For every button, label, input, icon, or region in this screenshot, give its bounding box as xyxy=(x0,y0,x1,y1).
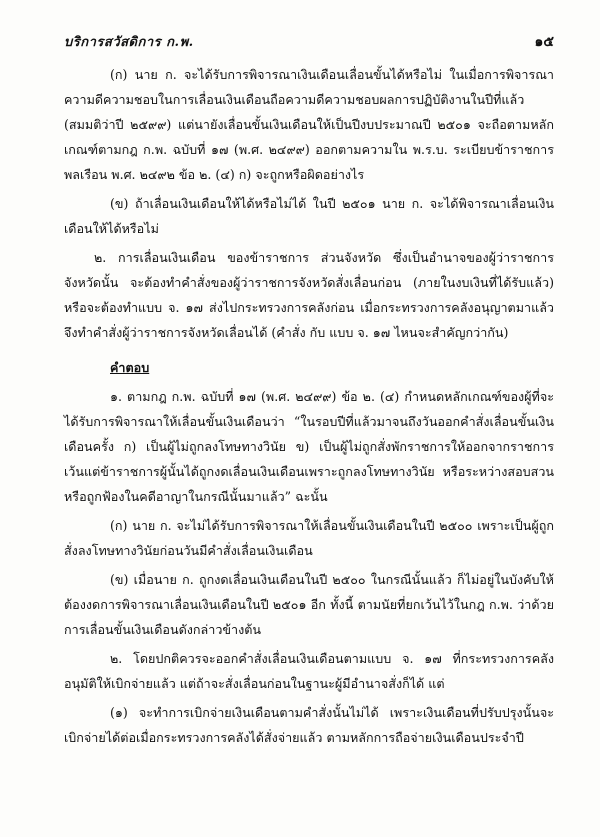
answer-paragraph-1: ๑. ตามกฎ ก.พ. ฉบับที่ ๑๗ (พ.ศ. ๒๔๙๙) ข้อ ๒. (๔) กำหนดหลักเกณฑ์ของผู้ที่จะได้รับการพิจารณาให้เลื่อนขั้นเงินเดือนว่า “ในรอบปีที่แล้วมาจนถึงวันออกคำสั่งเลื่อนขั้นเงินเดือนครั้ง ก) เป็นผู้ไม่ถูกลงโทษทางวินัย ข) เป็นผู้ไม่ถูกสั่งพักราชการให้ออกจากราชการ เว้นแต่ข้าราชการผู้นั้นได้ถูกงดเลื่อนเงินเดือนเพราะถูกลงโทษทางวินัย หรือระหว่างสอบสวน หรือถูกฟ้องในคดีอาญาในกรณีนั้นมาแล้ว” ฉะนั้น xyxy=(64,389,554,504)
answer-heading: คำตอบ xyxy=(110,360,150,375)
answer-paragraph-1a: (ก) นาย ก. จะไม่ได้รับการพิจารณาให้เลื่อนขั้นเงินเดือนในปี ๒๕๐๐ เพราะเป็นผู้ถูกสั่งลงโทษทางวินัยก่อนวันมีคำสั่งเลื่อนเงินเดือน xyxy=(64,518,554,558)
question-paragraph-a: (ก) นาย ก. จะได้รับการพิจารณาเงินเดือนเลื่อนขั้นได้หรือไม่ ในเมื่อการพิจารณาความดีความชอบในการเลื่อนเงินเดือนถือความดีความชอบผลการปฏิบัติงานในปีที่แล้ว (สมมติว่าปี ๒๕๙๙) แต่นายังเลื่อนขั้นเงินเดือนให้เป็นปีงบประมาณปี ๒๕๐๑ จะถือตามหลักเกณฑ์ตามกฎ ก.พ. ฉบับที่ ๑๗ (พ.ศ. ๒๔๙๙) ออกตามความใน พ.ร.บ. ระเบียบข้าราชการพลเรือน พ.ศ. ๒๔๙๒ ข้อ ๒. (๔) ก) จะถูกหรือผิดอย่างไร xyxy=(64,67,554,182)
question-paragraph-2: ๒. การเลื่อนเงินเดือน ของข้าราชการ ส่วนจังหวัด ซึ่งเป็นอำนาจของผู้ว่าราชการจังหวัดนั้น จะต้องทำคำสั่งของผู้ว่าราชการจังหวัดสั่งเลื่อนก่อน (ภายในงบเงินที่ได้รับแล้ว) หรือจะต้องทำแบบ จ. ๑๗ ส่งไปกระทรวงการคลังก่อน เมื่อกระทรวงการคลังอนุญาตมาแล้วจึงทำคำสั่งผู้ว่าราชการจังหวัดเลื่อนได้ (คำสั่ง กับ แบบ จ. ๑๗ ไหนจะสำคัญกว่ากัน) xyxy=(64,250,554,340)
answer-paragraph-2-1: (๑) จะทำการเบิกจ่ายเงินเดือนตามคำสั่งนั้นไม่ได้ เพราะเงินเดือนที่ปรับปรุงนั้นจะเบิกจ่ายได้ต่อเมื่อกระทรวงการคลังได้สั่งจ่ายแล้ว ตามหลักการถือจ่ายเงินเดือนประจำปี xyxy=(64,705,554,745)
page-header xyxy=(64,30,554,54)
running-title: บริการสวัสดิการ ก.พ. xyxy=(64,35,194,50)
question-paragraph-b: (ข) ถ้าเลื่อนเงินเดือนให้ได้หรือไม่ได้ ในปี ๒๕๐๑ นาย ก. จะได้พิจารณาเลื่อนเงินเดือนให้ได้หรือไม่ xyxy=(64,196,554,236)
document-body xyxy=(64,62,554,754)
answer-paragraph-2: ๒. โดยปกติควรจะออกคำสั่งเลื่อนเงินเดือนตามแบบ จ. ๑๗ ที่กระทรวงการคลังอนุมัติให้เบิกจ่ายแล้ว แต่ถ้าจะสั่งเลื่อนก่อนในฐานะผู้มีอำนาจสั่งก็ได้ แต่ xyxy=(64,651,554,691)
answer-paragraph-1b: (ข) เมื่อนาย ก. ถูกงดเลื่อนเงินเดือนในปี ๒๕๐๐ ในกรณีนั้นแล้ว ก็ไม่อยู่ในบังคับให้ต้องงดการพิจารณาเลื่อนเงินเดือนในปี ๒๕๐๑ อีก ทั้งนี้ ตามนัยที่ยกเว้นไว้ในกฎ ก.พ. ว่าด้วยการเลื่อนขั้นเงินเดือนดังกล่าวข้างต้น xyxy=(64,572,554,637)
page-number: ๑๕ xyxy=(534,34,554,50)
